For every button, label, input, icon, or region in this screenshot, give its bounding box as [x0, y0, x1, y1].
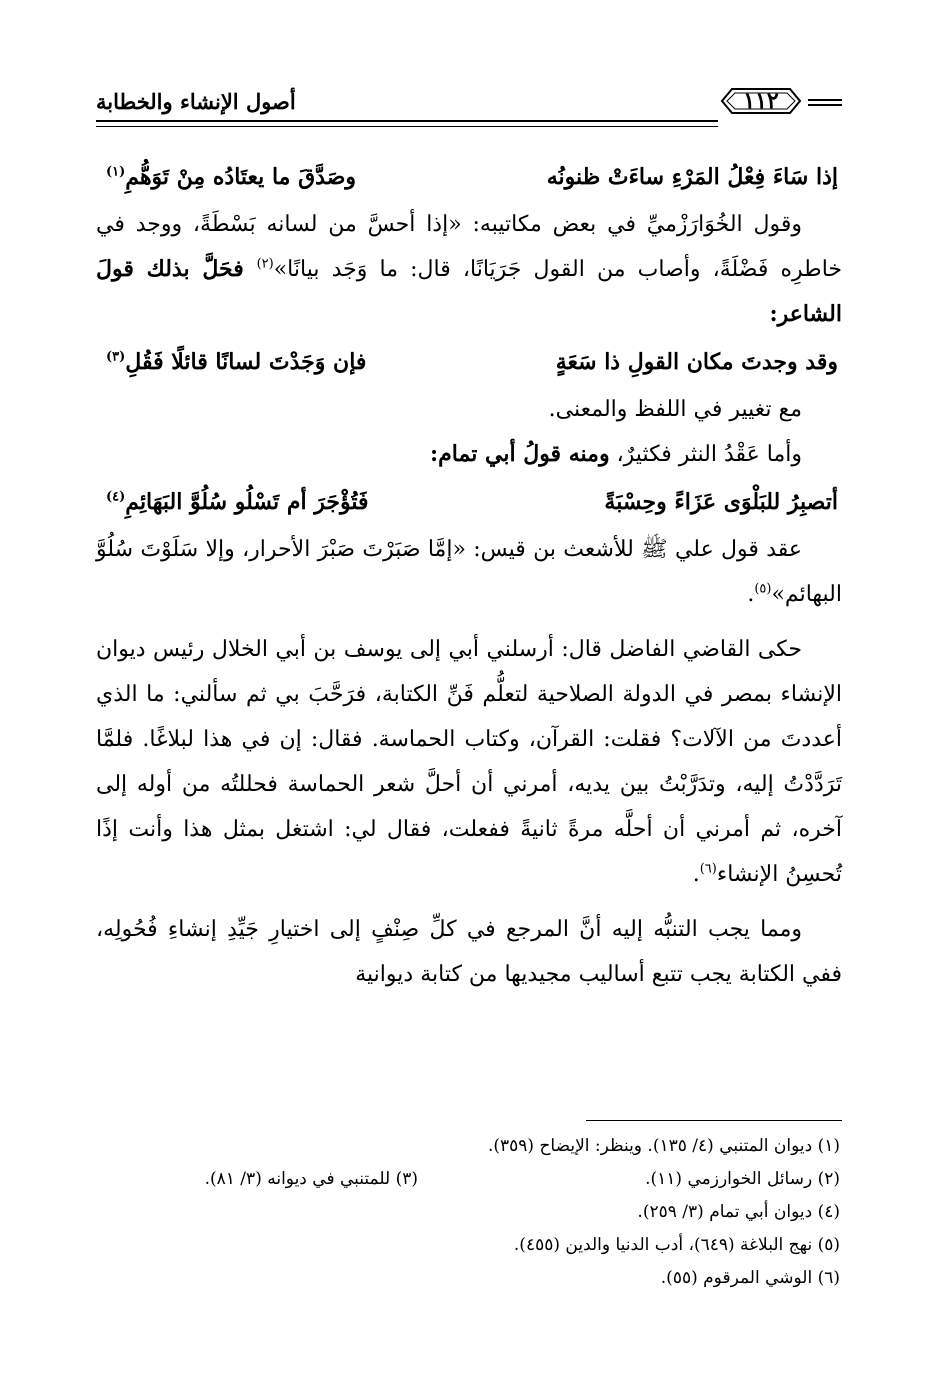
footnote-1: (١) ديوان المتنبي (٤/ ١٣٥). وينظر: الإيضاح (٣٥٩). — [487, 1136, 840, 1156]
footnote-ref: (٣) — [106, 349, 126, 365]
verse-3 — [96, 477, 842, 527]
verse-1 — [96, 152, 842, 202]
footnote-row — [96, 1229, 842, 1262]
header-rule-thin — [96, 126, 718, 127]
paragraph-ali-saying: عقد قول علي ﷺ للأشعث بن قيس: «إمَّا صَبَرْتَ صَبْرَ الأحرار، وإلا سَلَوْتَ سُلُوَّ البهائم»$^{(٥)}$. — [96, 537, 842, 607]
footnote-ref: (٢) — [256, 256, 274, 272]
footnote-rule — [586, 1120, 842, 1121]
footnotes — [96, 1130, 842, 1295]
footnote-5: (٥) نهج البلاغة (٦٤٩)، أدب الدنيا والدين (٤٥٥). — [513, 1235, 840, 1255]
footnote-row — [96, 1130, 842, 1163]
footnote-ref: (٥) — [754, 581, 772, 597]
verse-hemistich-left: فإن وَجَدْتَ لسانًا قائلًا فَقُلِ$^{(٣)}$ — [106, 349, 367, 375]
header-dash — [808, 99, 842, 101]
footnote-ref: (١) — [106, 164, 126, 180]
main-text — [96, 152, 842, 997]
verse-hemistich-right: وقد وجدتَ مكان القولِ ذا سَعَةٍ — [555, 349, 838, 375]
paragraph-qadi-fadil: حكى القاضي الفاضل قال: أرسلني أبي إلى يوسف بن أبي الخلال رئيس ديوان الإنشاء بمصر في الدولة الصلاحية لتعلُّم فَنِّ الكتابة، فرَحَّبَ بي ثم سألني: ما الذي أعددتَ من الآلات؟ فقلت: القرآن، وكتاب الحماسة. فقال: إن في هذا لبلاغًا. فلمَّا تَرَدَّدْتُ إليه، وتدَرَّبْتُ بين يديه، أمرني أن أحلَّ شعر الحماسة فحللتُه من أوله إلى آخره، ثم أمرني أن أحلَّه مرةً ثانيةً ففعلت، فقال لي: اشتغل بمثل هذا وأنت إذًا تُحسِنُ الإنشاء$^{(٦)}$. — [96, 637, 842, 887]
footnote-6: (٦) الوشي المرقوم (٥٥). — [660, 1268, 840, 1288]
footnote-3: (٣) للمتنبي في ديوانه (٣/ ٨١). — [204, 1169, 418, 1189]
verse-hemistich-left: فَتُؤْجَرَ أم تَسْلُو سُلُوَّ البَهَائِمِ$^{(٤)}$ — [106, 489, 369, 515]
footnote-row — [96, 1163, 842, 1196]
footnote-row — [96, 1196, 842, 1229]
page-number: ١١٢ — [743, 88, 779, 114]
footnote-4: (٤) ديوان أبي تمام (٣/ ٢٥٩). — [637, 1202, 840, 1222]
footnote-2: (٢) رسائل الخوارزمي (١١). — [645, 1169, 840, 1189]
paragraph-prose-knot: وأما عَقْدُ النثر فكثيرٌ، ومنه قولُ أبي تمام: — [430, 441, 802, 467]
verse-hemistich-right: أتصبِرُ للبَلْوَى عَزَاءً وحِسْبَةً — [604, 489, 838, 515]
verse-2 — [96, 337, 842, 387]
header-dash-2 — [808, 104, 842, 106]
footnote-ref: (٤) — [106, 489, 126, 505]
header-rule — [96, 120, 718, 122]
paragraph-khwarazmi: وقول الخُوَارَزْميِّ في بعض مكاتيبه: «إذا أحسَّ من لسانه بَسْطَةً، ووجد في خاطرِه فَضْلَةً، وأصاب من القول جَرَيَانًا، قال: ما وَجَد بيانًا»$^{(٢)}$ فحَلَّ بذلك قولَ الشاعر: — [96, 212, 842, 327]
footnote-ref: (٦) — [699, 861, 717, 877]
footnote-row — [96, 1262, 842, 1295]
running-header-title: أصول الإنشاء والخطابة — [96, 89, 296, 114]
paragraph-imitation: ومما يجب التنبُّه إليه أنَّ المرجع في كلِّ صِنْفٍ إلى اختيارِ جَيِّدِ إنشاءِ فُحُولِه، ففي الكتابة يجب تتبع أساليب مجيديها من كتابة ديوانية — [96, 917, 842, 987]
paragraph-change-note: مع تغيير في اللفظ والمعنى. — [548, 397, 802, 422]
page-number-ornament — [718, 84, 804, 118]
verse-hemistich-left: وصَدَّقَ ما يعتَادُه مِنْ تَوَهُّمِ$^{(١)}$ — [106, 164, 357, 190]
verse-hemistich-right: إذا سَاءَ فِعْلُ المَرْءِ ساءَتْ ظنونُه — [546, 164, 838, 190]
